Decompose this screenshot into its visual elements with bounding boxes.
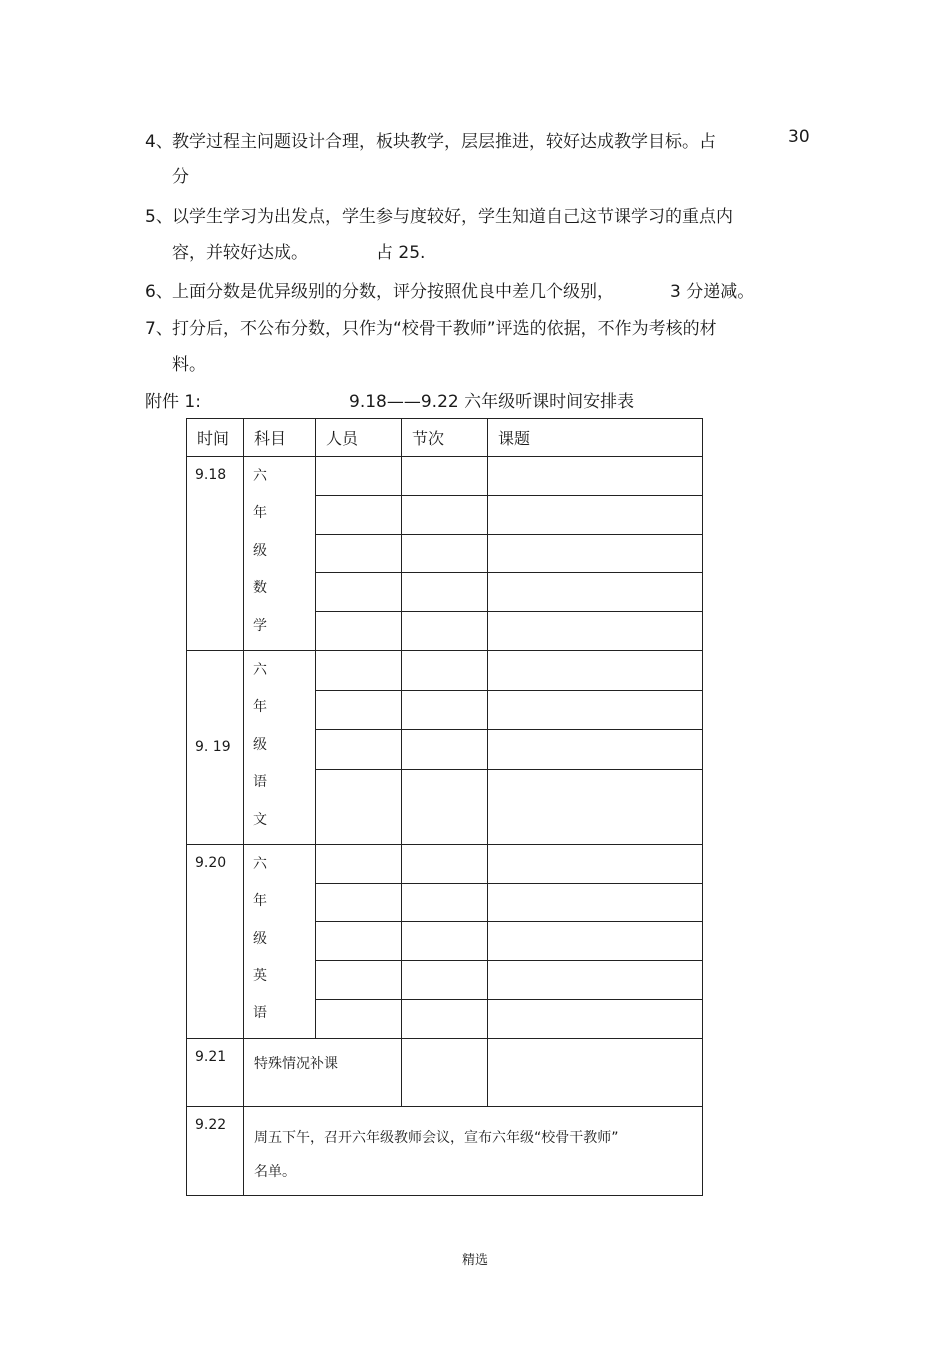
staff-cell	[316, 650, 402, 690]
item-7-continuation: 料。	[172, 355, 206, 375]
topic-cell	[488, 690, 703, 730]
period-cell	[402, 961, 488, 1000]
period-cell	[402, 844, 488, 883]
staff-cell	[316, 612, 402, 651]
item-5-text: 以学生学习为出发点，学生参与度较好，学生知道自己这节课学习的重点内	[172, 207, 733, 227]
subject-char: 数	[253, 580, 267, 597]
staff-cell	[316, 883, 402, 922]
topic-cell	[488, 1038, 703, 1106]
staff-cell	[316, 730, 402, 770]
subject-cell	[244, 650, 316, 844]
staff-cell	[316, 922, 402, 961]
page-footer: 精选	[461, 1253, 488, 1268]
subject-char: 语	[253, 774, 267, 791]
table-row	[187, 844, 703, 883]
date-cell: 9.20	[187, 844, 244, 1038]
meeting-note-line: 周五下午，召开六年级教师会议，宣布六年级“校骨干教师”	[254, 1129, 619, 1146]
subject-cell	[244, 457, 316, 651]
period-cell	[402, 1038, 488, 1106]
topic-cell	[488, 534, 703, 573]
staff-cell	[316, 1000, 402, 1039]
topic-cell	[488, 844, 703, 883]
item-4-number: 4、	[145, 132, 173, 152]
item-6-number: 6、	[145, 282, 173, 302]
meeting-note-line: 名单。	[254, 1163, 296, 1180]
staff-cell	[316, 961, 402, 1000]
staff-cell	[316, 495, 402, 534]
topic-cell	[488, 730, 703, 770]
item-5-number: 5、	[145, 207, 173, 227]
subject-char: 语	[253, 1005, 267, 1022]
period-cell	[402, 883, 488, 922]
period-cell	[402, 650, 488, 690]
period-cell	[402, 769, 488, 844]
date-cell: 9.18	[187, 457, 244, 651]
staff-cell	[316, 690, 402, 730]
period-cell	[402, 457, 488, 496]
subject-char: 年	[253, 505, 267, 522]
period-cell	[402, 534, 488, 573]
table-row	[187, 1038, 703, 1106]
subject-char: 年	[253, 699, 267, 716]
subject-char: 级	[253, 542, 267, 559]
item-4-text: 教学过程主问题设计合理，板块教学，层层推进，较好达成教学目标。占	[172, 132, 716, 152]
topic-cell	[488, 650, 703, 690]
period-cell	[402, 922, 488, 961]
subject-char: 级	[253, 930, 267, 947]
subject-char: 英	[253, 968, 267, 985]
schedule-table	[186, 418, 703, 1196]
header-subject: 科目	[244, 419, 316, 457]
attachment-label: 附件 1:	[145, 392, 201, 412]
topic-cell	[488, 1000, 703, 1039]
date-cell: 9. 19	[187, 650, 244, 844]
topic-cell	[488, 573, 703, 612]
header-topic: 课题	[488, 419, 703, 457]
table-title: 9.18——9.22 六年级听课时间安排表	[349, 392, 635, 412]
period-cell	[402, 495, 488, 534]
date-cell: 9.22	[187, 1106, 244, 1195]
staff-cell	[316, 457, 402, 496]
date-cell: 9.21	[187, 1038, 244, 1106]
item-7-number: 7、	[145, 319, 173, 339]
item-7-text: 打分后，不公布分数，只作为“校骨干教师”评选的依据，不作为考核的材	[172, 319, 717, 339]
topic-cell	[488, 961, 703, 1000]
subject-char: 学	[253, 617, 267, 634]
period-cell	[402, 1000, 488, 1039]
table-row	[187, 650, 703, 690]
subject-char: 六	[253, 661, 267, 678]
subject-char: 级	[253, 736, 267, 753]
period-cell	[402, 730, 488, 770]
table-row	[187, 1106, 703, 1195]
staff-cell	[316, 573, 402, 612]
subject-char: 六	[253, 468, 267, 484]
staff-cell	[316, 844, 402, 883]
table-header-row	[187, 419, 703, 457]
period-cell	[402, 573, 488, 612]
topic-cell	[488, 495, 703, 534]
item-5-continuation: 容，并较好达成。	[172, 243, 308, 263]
topic-cell	[488, 922, 703, 961]
special-makeup-cell: 特殊情况补课	[244, 1038, 402, 1106]
period-cell	[402, 690, 488, 730]
subject-char: 文	[253, 811, 267, 828]
header-time: 时间	[187, 419, 244, 457]
staff-cell	[316, 769, 402, 844]
topic-cell	[488, 769, 703, 844]
subject-char: 年	[253, 893, 267, 910]
header-period: 节次	[402, 419, 488, 457]
topic-cell	[488, 457, 703, 496]
topic-cell	[488, 612, 703, 651]
subject-char: 六	[253, 855, 267, 872]
staff-cell	[316, 534, 402, 573]
item-4-continuation: 分	[172, 167, 189, 187]
item-6-text: 上面分数是优异级别的分数，评分按照优良中差几个级别，	[172, 282, 614, 302]
meeting-note-cell	[244, 1106, 703, 1195]
subject-cell	[244, 844, 316, 1038]
item-4-score: 30	[788, 127, 810, 147]
table-row	[187, 457, 703, 496]
item-6-tail: 3 分递减。	[670, 282, 755, 302]
period-cell	[402, 612, 488, 651]
header-staff: 人员	[316, 419, 402, 457]
item-5-score: 占 25.	[376, 243, 426, 263]
topic-cell	[488, 883, 703, 922]
